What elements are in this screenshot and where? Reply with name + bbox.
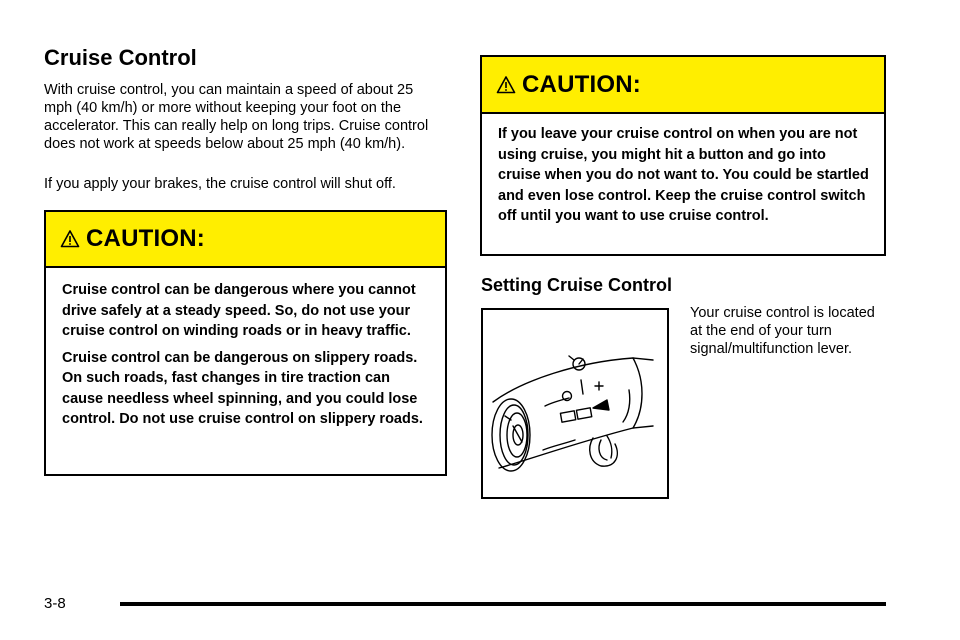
caution-title: CAUTION: [86, 225, 205, 252]
setting-description: Your cruise control is located at the end of your turn signal/multifunction lever. [690, 305, 875, 357]
section-title: Cruise Control [44, 45, 197, 70]
warning-triangle-icon [60, 229, 80, 249]
page-number: 3-8 [44, 595, 66, 612]
caution-header-right [482, 57, 884, 114]
warning-triangle-icon [496, 75, 516, 95]
caution-header-left [46, 212, 445, 268]
cruise-lever-illustration [481, 308, 669, 499]
caution-box-left [44, 210, 447, 476]
caution-body-left [46, 268, 445, 430]
caution-title: CAUTION: [522, 70, 641, 98]
intro-paragraph-1: With cruise control, you can maintain a speed of about 25 mph (40 km/h) or more without keeping your foot on the accelerator. This can really help on long trips. Cruise control does not work at speeds below about 25 mph (40 km/h). [44, 82, 429, 152]
subsection-title: Setting Cruise Control [481, 275, 673, 295]
intro-paragraph-2: If you apply your brakes, the cruise control will shut off. [44, 176, 396, 192]
caution-text: Cruise control can be dangerous where you cannot drive safely at a steady speed. So, do not use your cruise control on winding roads or in heavy traffic. [62, 282, 416, 339]
caution-body-right [482, 114, 884, 227]
caution-text: Cruise control can be dangerous on slippery roads. On such roads, fast changes in tire traction can cause needless wheel spinning, and you could lose control. Do not use cruise control on slippery roads. [62, 349, 423, 427]
caution-box-right [480, 55, 886, 256]
caution-text: If you leave your cruise control on when you are not using cruise, you might hit a button and go into cruise when you do not want to. You could be startled and even lose control. Keep the cruise control switch off until you want to use cruise control. [498, 126, 869, 224]
footer-rule [120, 602, 886, 606]
